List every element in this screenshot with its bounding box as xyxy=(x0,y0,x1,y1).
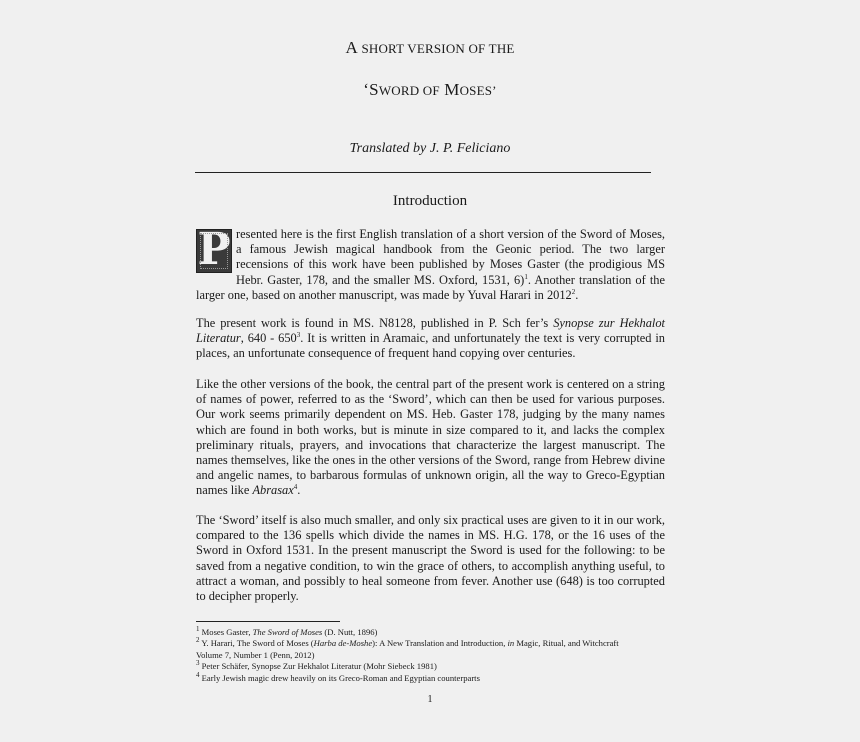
section-heading: Introduction xyxy=(392,193,468,209)
footnote-divider xyxy=(196,621,340,622)
footnote-2-continued: Volume 7, Number 1 (Penn, 2012) xyxy=(196,649,315,660)
footnote-2: $^2$ Y. Harari, The Sword of Moses (Harba de-Moshe): A New Translation and Introduction, in Magic, Ritual, and Witchcraft xyxy=(196,636,619,649)
footnote-3: $^3$ Peter Schäfer, Synopse Zur Hekhalot Literatur (Mohr Siebeck 1981) xyxy=(196,659,437,672)
footnote-ref-1: 1 xyxy=(524,272,528,281)
footnote-ref-3: 3 xyxy=(296,331,301,340)
footnote-ref-4: 4 xyxy=(293,483,298,492)
footnote-4: $^4$ Early Jewish magic drew heavily on its Greco-Roman and Egyptian counterparts xyxy=(196,670,480,683)
footnote-ref-2: 2 xyxy=(571,287,576,296)
title-line-2: ‘SWORD OF MOSES’ xyxy=(363,80,497,99)
page-number: 1 xyxy=(427,694,433,705)
title-divider xyxy=(195,172,651,173)
footnotes xyxy=(196,627,665,684)
footnote-1: $^1$ Moses Gaster, The Sword of Moses (D. Nutt, 1896) xyxy=(196,625,378,637)
drop-cap-ornament: P xyxy=(197,224,231,275)
paragraph-1: P resented here is the first English translation of a short version of the Sword of Moses, a famous Jewish magical handbook from the Geonic period. The two larger recensions of this work have been published by Moses Gaster (the prodigious MS Hebr. Gaster, 178, and the smaller MS. Oxford, 1531, 6)$^1$. Another translation of the larger one, based on another manuscript, was made by Yuval Harari in 2012$^2$. xyxy=(196,224,665,302)
paragraph-2: The present work is found in MS. N8128, published in P. Sch fer’s Synopse zur Hekhalot Literatur, $640 - 650^3$. It is written in Aramaic, and unfortunately the text is very corrupted in places, an unfortunate consequence of frequent hand copying over centuries. xyxy=(196,316,665,361)
paragraph-4: The ‘Sword’ itself is also much smaller, and only six practical uses are given to it in our work, compared to the 136 spells which divide the names in MS. H.G. 178, or the 16 uses of the Sword in Oxford 1531. In the present manuscript the Sword is used for the following: to be saved from a negative condition, to win the grace of others, to accomplish anything useful, to attract a woman, and possibly to heal someone from fever. Another use (648) is too corrupted to decipher properly. xyxy=(196,513,665,604)
translator-byline: Translated by J. P. Feliciano xyxy=(349,141,511,156)
title-line-1: A SHORT VERSION OF THE xyxy=(345,38,515,57)
paragraph-3: Like the other versions of the book, the central part of the present work is centered on a string of names of power, referred to as the ‘Sword’, which can then be used for various purposes. Our work seems primarily dependent on MS. Heb. Gaster 178, judging by the many names which are found in both works, but is minute in size compared to it, and lacks the complex preliminary rituals, prayers, and invocations that characterize the largest manuscript. The names themselves, like the ones in the other versions of the Sword, range from Hebrew divine and angelic names, to barbarous formulas of unknown origin, all the way to Greco-Egyptian names like Abrasax$^4$. xyxy=(196,377,665,498)
